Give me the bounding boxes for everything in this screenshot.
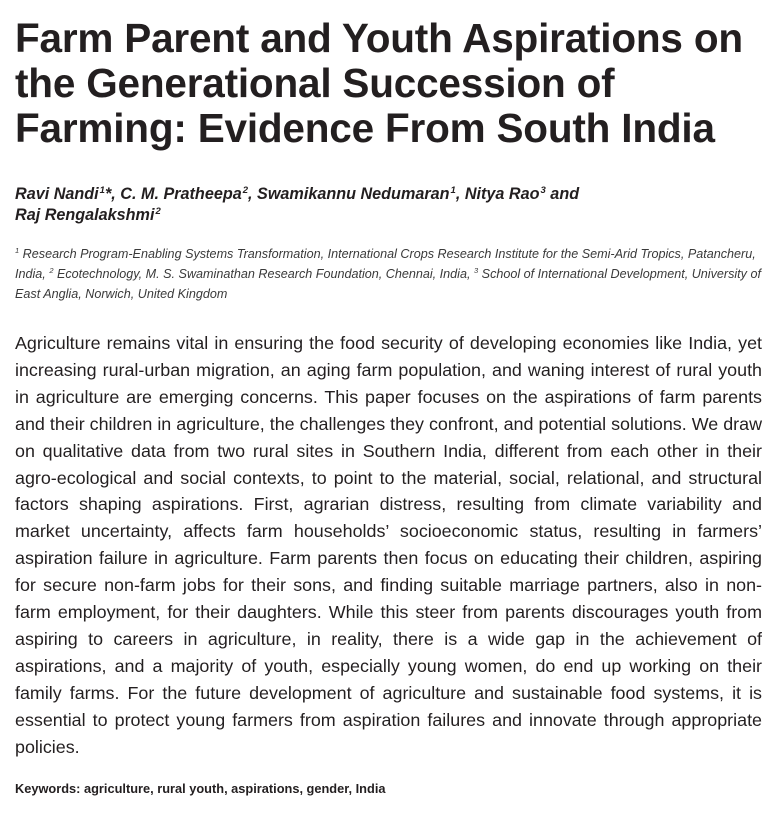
keywords-line bbox=[15, 781, 762, 796]
author[interactable] bbox=[465, 185, 546, 203]
author-separator: , bbox=[111, 185, 121, 203]
author-name: Raj Rengalakshmi bbox=[15, 206, 155, 224]
author-separator: , bbox=[248, 185, 258, 203]
corresponding-author-mark: * bbox=[104, 185, 112, 203]
author-name: Swamikannu Nedumaran bbox=[257, 185, 450, 203]
affiliation-marker: 1 bbox=[99, 185, 105, 196]
affiliation-text: Research Program-Enabling Systems Transformation, International Crops Research Institute for the Semi-Arid Tropics, Patancheru, India, bbox=[15, 247, 756, 281]
affiliation-text: School of International Development, University of East Anglia, Norwich, United Kingdom bbox=[15, 267, 761, 301]
author-name: Ravi Nandi bbox=[15, 185, 99, 203]
author[interactable] bbox=[120, 185, 248, 203]
author[interactable] bbox=[15, 185, 111, 203]
affiliation-number: 3 bbox=[474, 266, 479, 275]
keywords-values: agriculture, rural youth, aspirations, gender, India bbox=[83, 780, 386, 796]
article-title: Farm Parent and Youth Aspirations on the Generational Succession of Farming: Evidence From South India bbox=[15, 15, 743, 151]
article-front-page bbox=[15, 0, 762, 796]
affiliation-marker: 2 bbox=[155, 206, 161, 217]
affiliation-text: Ecotechnology, M. S. Swaminathan Research Foundation, Chennai, India, bbox=[53, 267, 474, 281]
author[interactable] bbox=[257, 185, 456, 203]
affiliation-marker: 1 bbox=[450, 185, 456, 196]
affiliation-list bbox=[15, 244, 762, 304]
author-name: Nitya Rao bbox=[464, 185, 540, 203]
author-list bbox=[15, 184, 762, 226]
keywords-label: Keywords: bbox=[15, 780, 81, 796]
abstract-text: Agriculture remains vital in ensuring the food security of developing economies like India, yet increasing rural-urban migration, an aging farm population, and waning interest of rural youth in agriculture are emerging concerns. This paper focuses on the aspirations of farm parents and their children in agriculture, the challenges they confront, and potential solutions. We draw on qualitative data from two rural sites in Southern India, different from each other in their agro-ecological and social contexts, to point to the material, social, relational, and structural factors shaping aspirations. First, agrarian distress, resulting from climate variability and market uncertainty, affects farm households’ socioeconomic status, resulting in farmers’ aspiration failure in agriculture. Farm parents then focus on educating their children, aspiring for secure non-farm jobs for their sons, and finding suitable marriage partners, also in non-farm employment, for their daughters. While this steer from parents discourages youth from aspiring to careers in agriculture, in reality, there is a wide gap in the achievement of aspirations, and a majority of youth, especially young women, do end up working on their family farms. For the future development of agriculture and sustainable food systems, it is essential to protect young farmers from aspiration failures and innovate through appropriate policies. bbox=[15, 333, 762, 757]
affiliation-number: 1 bbox=[15, 246, 20, 255]
author-name: C. M. Pratheepa bbox=[120, 185, 242, 203]
author-separator: and bbox=[545, 185, 580, 203]
affiliation-marker: 2 bbox=[242, 185, 249, 196]
affiliation-number: 2 bbox=[49, 266, 54, 275]
author[interactable] bbox=[15, 206, 161, 224]
affiliation-marker: 3 bbox=[540, 185, 546, 196]
author-separator: , bbox=[455, 185, 465, 203]
